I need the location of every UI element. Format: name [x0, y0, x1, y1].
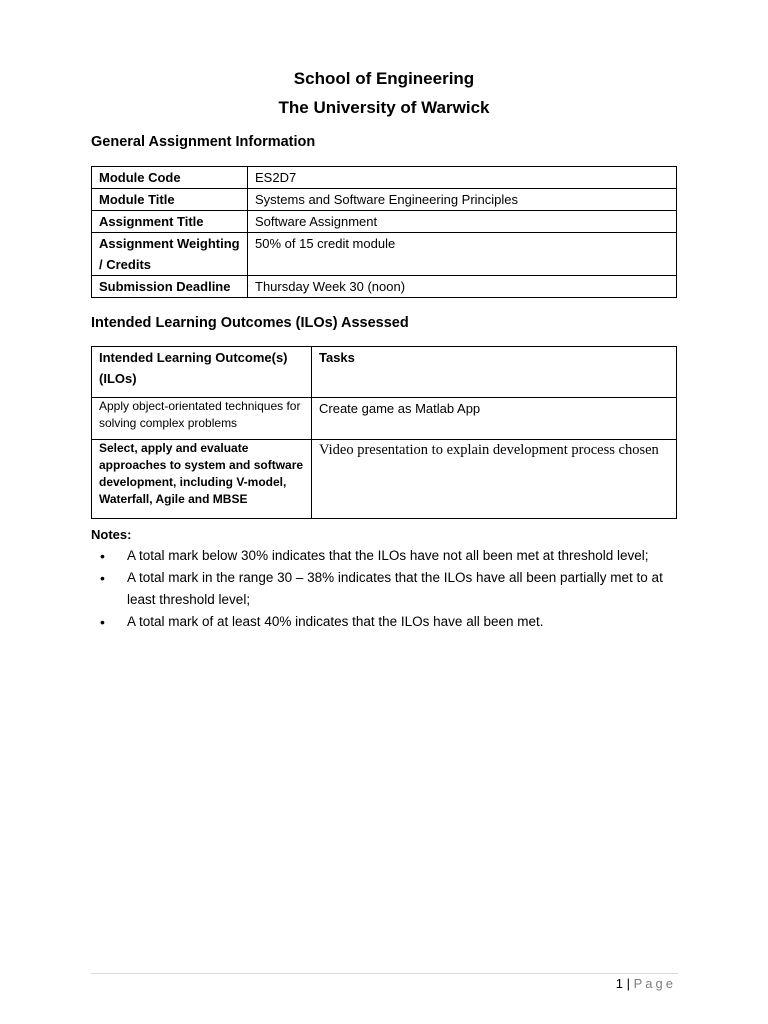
deadline-value: Thursday Week 30 (noon) — [248, 276, 677, 298]
tasks-column-header: Tasks — [312, 347, 677, 398]
school-title: School of Engineering — [293, 69, 475, 88]
page-footer — [616, 976, 676, 991]
table-row — [92, 398, 677, 440]
module-title-value: Systems and Software Engineering Principles — [248, 189, 677, 211]
general-info-table — [91, 166, 677, 298]
weighting-value: 50% of 15 credit module — [248, 233, 677, 276]
ilo-task-cell: Create game as Matlab App — [312, 398, 677, 440]
ilos-heading: Intended Learning Outcomes (ILOs) Assessed — [91, 315, 409, 331]
notes-label: Notes: — [91, 527, 132, 542]
list-item: • A total mark in the range 30 – 38% indicates that the ILOs have all been partially met to at least threshold level; — [91, 567, 681, 611]
table-row — [92, 233, 677, 276]
module-title-label: Module Title — [92, 189, 248, 211]
list-item: • A total mark below 30% indicates that the ILOs have not all been met at threshold level; — [91, 545, 681, 567]
table-row — [92, 440, 677, 519]
weighting-label: Assignment Weighting / Credits — [92, 233, 248, 276]
table-row — [92, 167, 677, 189]
deadline-label: Submission Deadline — [92, 276, 248, 298]
ilo-outcome-cell: Apply object-orientated techniques for solving complex problems — [92, 398, 312, 440]
general-info-heading: General Assignment Information — [91, 134, 316, 150]
ilo-column-header: Intended Learning Outcome(s) (ILOs) — [92, 347, 312, 398]
page-separator: | — [626, 976, 630, 991]
table-header-row — [92, 347, 677, 398]
page-number: 1 — [615, 976, 623, 991]
ilos-table — [91, 346, 677, 519]
table-row — [92, 211, 677, 233]
table-row — [92, 276, 677, 298]
footer-divider — [91, 973, 678, 974]
list-item: • A total mark of at least 40% indicates that the ILOs have all been met. — [91, 611, 681, 633]
module-code-label: Module Code — [92, 167, 248, 189]
university-title: The University of Warwick — [278, 98, 490, 117]
module-code-value: ES2D7 — [248, 167, 677, 189]
notes-list — [91, 545, 681, 633]
assignment-title-label: Assignment Title — [92, 211, 248, 233]
assignment-title-value: Software Assignment — [248, 211, 677, 233]
page-word: Page — [633, 976, 676, 991]
ilo-task-cell: Video presentation to explain development process chosen — [312, 440, 677, 519]
ilo-outcome-cell: Select, apply and evaluate approaches to system and software development, including V-model, Waterfall, Agile and MBSE — [92, 440, 312, 519]
table-row — [92, 189, 677, 211]
